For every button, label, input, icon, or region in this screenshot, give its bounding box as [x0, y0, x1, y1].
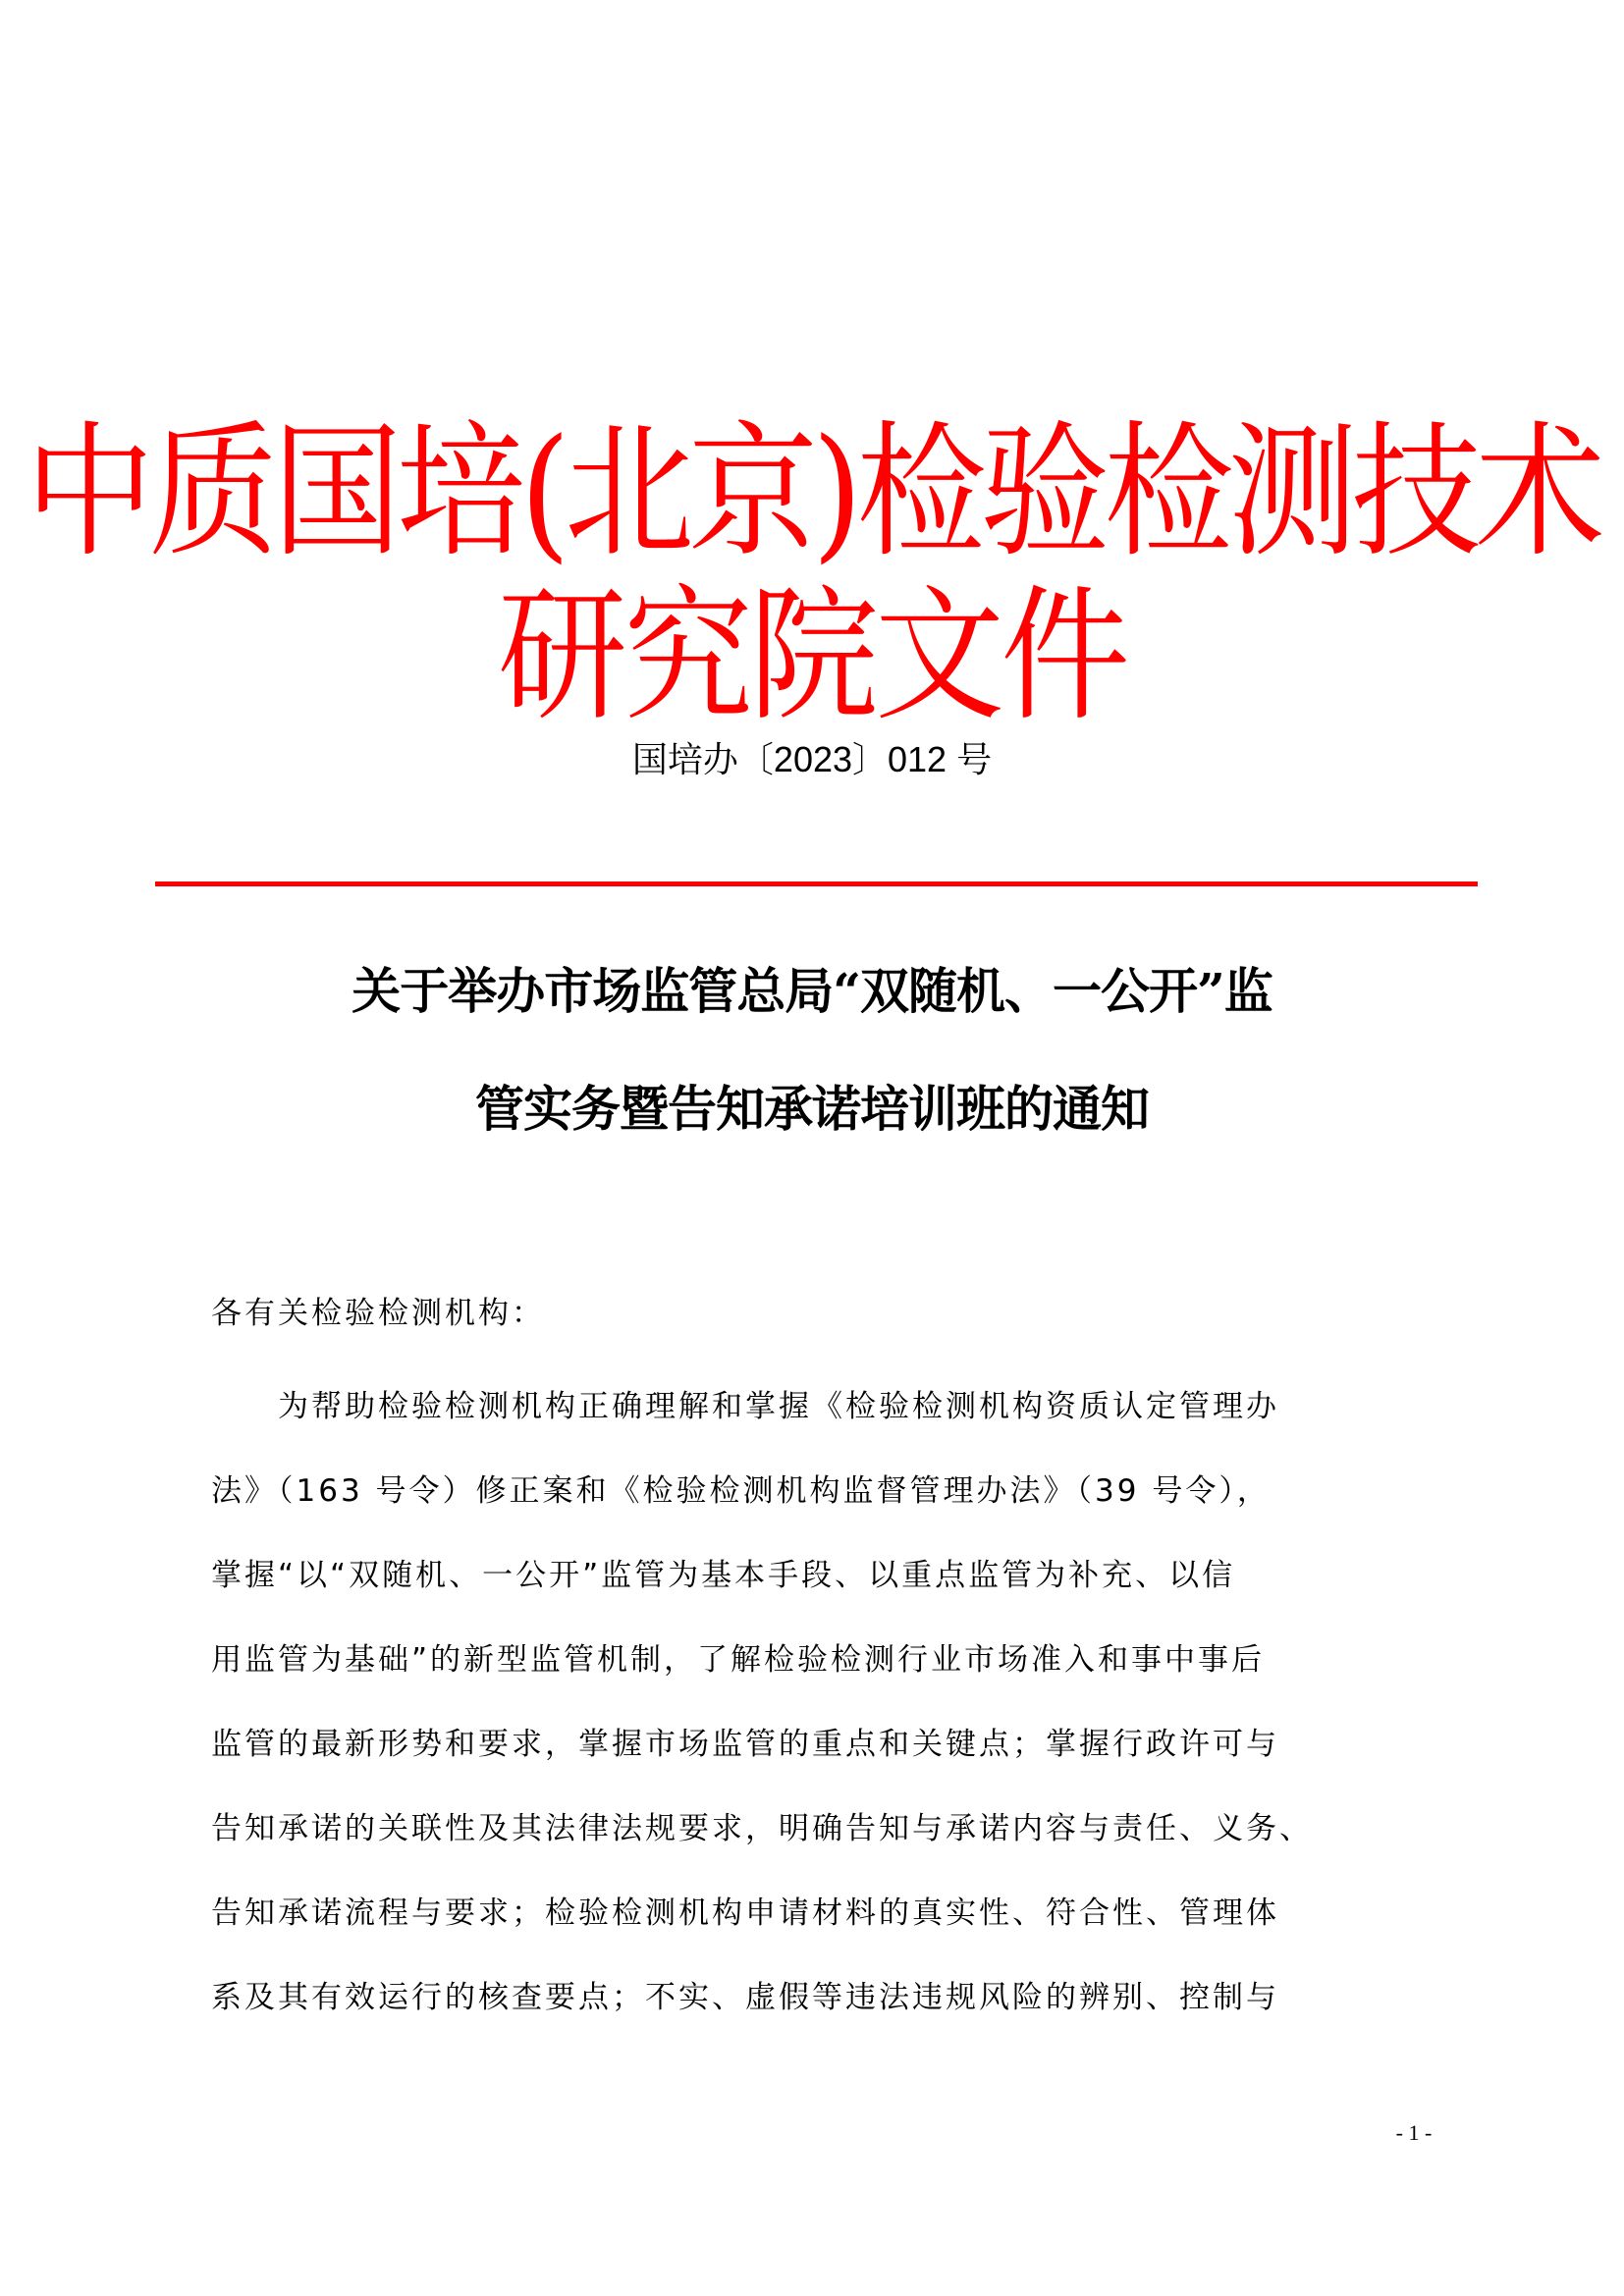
notice-title-line-2: 管实务暨告知承诺培训班的通知	[475, 1080, 1149, 1138]
notice-title-line-1: 关于举办市场监管总局“双随机、一公开”监	[352, 962, 1272, 1020]
body-line: 系及其有效运行的核查要点；不实、虚假等违法违规风险的辨别、控制与	[211, 1980, 1279, 2015]
masthead-title-line-1: 中质国培(北京)检验检测技术	[25, 407, 1599, 578]
red-separator-line	[155, 881, 1478, 886]
body-line: 告知承诺流程与要求；检验检测机构申请材料的真实性、符合性、管理体	[211, 1896, 1279, 1931]
body-line: 法》（163 号令）修正案和《检验检测机构监督管理办法》（39 号令），	[211, 1473, 1271, 1509]
body-line: 监管的最新形势和要求，掌握市场监管的重点和关键点；掌握行政许可与	[211, 1727, 1279, 1762]
body-line: 为帮助检验检测机构正确理解和掌握《检验检测机构资质认定管理办	[211, 1389, 1279, 1424]
body-line: 掌握“以“双随机、一公开”监管为基本手段、以重点监管为补充、以信	[211, 1558, 1236, 1593]
body-line: 告知承诺的关联性及其法律法规要求，明确告知与承诺内容与责任、义务、	[211, 1811, 1313, 1846]
page-number: - 1 -	[1395, 2120, 1433, 2145]
salutation: 各有关检验检测机构：	[211, 1296, 545, 1331]
masthead-title-line-2: 研究院文件	[498, 571, 1126, 742]
document-number: 国培办〔2023〕012 号	[631, 739, 993, 779]
body-line: 用监管为基础”的新型监管机制，了解检验检测行业市场准入和事中事后	[211, 1642, 1266, 1678]
